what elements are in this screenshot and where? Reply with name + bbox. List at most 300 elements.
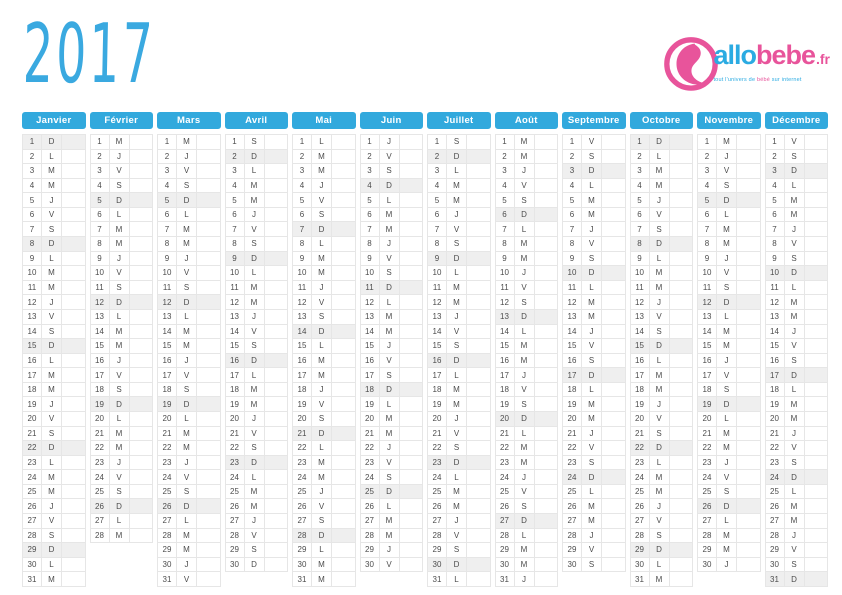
day-letter-cell: D xyxy=(716,499,736,513)
day-letter-cell: L xyxy=(514,222,534,236)
day-row xyxy=(765,281,829,296)
day-number-cell: 8 xyxy=(90,237,109,251)
day-number-cell: 27 xyxy=(360,514,379,528)
day-letter-cell: L xyxy=(311,135,331,149)
day-number-cell: 19 xyxy=(360,397,379,411)
day-letter-cell: D xyxy=(379,281,399,295)
day-notes-cell xyxy=(331,135,356,149)
day-number-cell: 13 xyxy=(292,310,311,324)
day-notes-cell xyxy=(601,368,626,382)
day-number-cell: 26 xyxy=(630,499,649,513)
day-number-cell: 13 xyxy=(157,310,176,324)
day-row xyxy=(495,266,559,281)
day-letter-cell: J xyxy=(716,252,736,266)
day-letter-cell: V xyxy=(514,383,534,397)
day-letter-cell: V xyxy=(244,222,264,236)
day-notes-cell xyxy=(466,295,491,309)
day-row xyxy=(427,572,491,587)
day-letter-cell: D xyxy=(446,456,466,470)
day-letter-cell: S xyxy=(581,150,601,164)
day-notes-cell xyxy=(804,456,829,470)
day-row xyxy=(630,252,694,267)
day-notes-cell xyxy=(466,164,491,178)
day-notes-cell xyxy=(736,237,761,251)
day-notes-cell xyxy=(466,237,491,251)
day-number-cell: 23 xyxy=(292,456,311,470)
day-notes-cell xyxy=(466,208,491,222)
day-letter-cell: J xyxy=(109,456,129,470)
day-number-cell: 27 xyxy=(427,514,446,528)
day-number-cell: 6 xyxy=(22,208,41,222)
day-letter-cell: V xyxy=(244,325,264,339)
day-number-cell: 1 xyxy=(562,135,581,149)
day-notes-cell xyxy=(264,281,289,295)
day-notes-cell xyxy=(61,499,86,513)
day-notes-cell xyxy=(129,456,154,470)
day-row xyxy=(765,543,829,558)
day-number-cell: 27 xyxy=(22,514,41,528)
day-letter-cell: M xyxy=(109,427,129,441)
day-letter-cell: J xyxy=(244,208,264,222)
day-notes-cell xyxy=(196,150,221,164)
day-notes-cell xyxy=(534,499,559,513)
day-row xyxy=(225,383,289,398)
day-letter-cell: D xyxy=(311,427,331,441)
day-notes-cell xyxy=(196,470,221,484)
day-letter-cell: D xyxy=(379,383,399,397)
day-number-cell: 24 xyxy=(360,470,379,484)
day-letter-cell: M xyxy=(176,135,196,149)
day-letter-cell: M xyxy=(649,281,669,295)
day-row xyxy=(22,266,86,281)
day-number-cell: 30 xyxy=(495,558,514,572)
day-letter-cell: D xyxy=(109,499,129,513)
day-row xyxy=(225,441,289,456)
day-notes-cell xyxy=(61,164,86,178)
day-row xyxy=(360,150,424,165)
day-number-cell: 15 xyxy=(22,339,41,353)
day-number-cell: 23 xyxy=(22,456,41,470)
day-number-cell: 23 xyxy=(630,456,649,470)
day-letter-cell: S xyxy=(41,325,61,339)
day-notes-cell xyxy=(736,514,761,528)
day-letter-cell: J xyxy=(716,558,736,572)
day-notes-cell xyxy=(264,252,289,266)
day-letter-cell: D xyxy=(379,485,399,499)
day-number-cell: 1 xyxy=(90,135,109,149)
day-row xyxy=(427,543,491,558)
day-row xyxy=(630,222,694,237)
day-letter-cell: V xyxy=(514,281,534,295)
day-row xyxy=(427,150,491,165)
day-number-cell: 25 xyxy=(630,485,649,499)
day-notes-cell xyxy=(669,325,694,339)
day-row xyxy=(697,412,761,427)
day-row xyxy=(697,135,761,150)
day-letter-cell: D xyxy=(176,295,196,309)
day-letter-cell: M xyxy=(311,456,331,470)
day-notes-cell xyxy=(196,310,221,324)
day-number-cell: 27 xyxy=(225,514,244,528)
day-row xyxy=(562,339,626,354)
day-notes-cell xyxy=(264,354,289,368)
day-notes-cell xyxy=(669,485,694,499)
day-letter-cell: M xyxy=(784,310,804,324)
day-notes-cell xyxy=(466,514,491,528)
day-row xyxy=(225,179,289,194)
day-notes-cell xyxy=(804,383,829,397)
day-letter-cell: S xyxy=(109,383,129,397)
day-notes-cell xyxy=(331,441,356,455)
day-letter-cell: J xyxy=(109,150,129,164)
day-letter-cell: D xyxy=(446,150,466,164)
day-letter-cell: V xyxy=(649,514,669,528)
day-letter-cell: D xyxy=(109,193,129,207)
day-letter-cell: S xyxy=(446,441,466,455)
day-letter-cell: V xyxy=(176,266,196,280)
day-letter-cell: S xyxy=(244,135,264,149)
day-letter-cell: M xyxy=(581,514,601,528)
day-row xyxy=(765,135,829,150)
day-row xyxy=(90,325,154,340)
day-letter-cell: S xyxy=(514,397,534,411)
day-letter-cell: S xyxy=(446,237,466,251)
day-number-cell: 8 xyxy=(765,237,784,251)
day-notes-cell xyxy=(534,208,559,222)
day-row xyxy=(292,572,356,587)
day-number-cell: 31 xyxy=(765,572,784,586)
day-row xyxy=(292,558,356,573)
day-letter-cell: M xyxy=(446,383,466,397)
day-number-cell: 28 xyxy=(562,529,581,543)
day-number-cell: 11 xyxy=(292,281,311,295)
day-row xyxy=(562,558,626,573)
day-letter-cell: L xyxy=(716,208,736,222)
day-row xyxy=(157,310,221,325)
month-day-rows xyxy=(157,134,221,587)
day-letter-cell: D xyxy=(176,397,196,411)
day-letter-cell: L xyxy=(649,558,669,572)
day-notes-cell xyxy=(466,339,491,353)
day-letter-cell: J xyxy=(581,325,601,339)
day-row xyxy=(90,470,154,485)
day-notes-cell xyxy=(196,281,221,295)
day-row xyxy=(292,456,356,471)
day-row xyxy=(90,485,154,500)
day-row xyxy=(157,441,221,456)
day-number-cell: 21 xyxy=(157,427,176,441)
day-number-cell: 26 xyxy=(225,499,244,513)
day-number-cell: 1 xyxy=(495,135,514,149)
day-letter-cell: J xyxy=(716,456,736,470)
day-row xyxy=(427,383,491,398)
day-number-cell: 5 xyxy=(22,193,41,207)
day-letter-cell: M xyxy=(41,572,61,586)
day-number-cell: 12 xyxy=(427,295,446,309)
day-letter-cell: D xyxy=(244,456,264,470)
day-number-cell: 11 xyxy=(765,281,784,295)
day-number-cell: 18 xyxy=(225,383,244,397)
day-row xyxy=(427,222,491,237)
day-notes-cell xyxy=(399,485,424,499)
day-letter-cell: V xyxy=(581,135,601,149)
day-number-cell: 9 xyxy=(22,252,41,266)
day-number-cell: 4 xyxy=(427,179,446,193)
day-notes-cell xyxy=(399,339,424,353)
day-letter-cell: M xyxy=(784,193,804,207)
day-number-cell: 22 xyxy=(427,441,446,455)
day-letter-cell: V xyxy=(176,368,196,382)
day-number-cell: 20 xyxy=(765,412,784,426)
day-letter-cell: M xyxy=(311,558,331,572)
day-notes-cell xyxy=(534,295,559,309)
day-row xyxy=(630,339,694,354)
day-row xyxy=(630,485,694,500)
day-number-cell: 28 xyxy=(697,529,716,543)
day-number-cell: 21 xyxy=(292,427,311,441)
day-number-cell: 14 xyxy=(427,325,446,339)
day-notes-cell xyxy=(196,295,221,309)
day-number-cell: 23 xyxy=(697,456,716,470)
day-number-cell: 31 xyxy=(630,572,649,586)
day-notes-cell xyxy=(534,164,559,178)
month-column-juillet xyxy=(427,112,491,587)
day-number-cell: 28 xyxy=(225,529,244,543)
day-number-cell: 14 xyxy=(495,325,514,339)
day-number-cell: 16 xyxy=(562,354,581,368)
day-row xyxy=(495,164,559,179)
day-notes-cell xyxy=(129,470,154,484)
day-notes-cell xyxy=(331,456,356,470)
day-letter-cell: M xyxy=(649,470,669,484)
day-letter-cell: D xyxy=(581,164,601,178)
day-letter-cell: M xyxy=(514,252,534,266)
day-notes-cell xyxy=(804,397,829,411)
day-letter-cell: J xyxy=(176,354,196,368)
day-row xyxy=(22,281,86,296)
day-letter-cell: V xyxy=(581,441,601,455)
day-number-cell: 12 xyxy=(360,295,379,309)
day-notes-cell xyxy=(399,456,424,470)
day-letter-cell: M xyxy=(784,397,804,411)
day-number-cell: 16 xyxy=(765,354,784,368)
month-header: Juin xyxy=(360,112,424,129)
day-notes-cell xyxy=(804,237,829,251)
day-row xyxy=(630,354,694,369)
day-number-cell: 25 xyxy=(697,485,716,499)
day-notes-cell xyxy=(264,237,289,251)
day-letter-cell: L xyxy=(649,252,669,266)
day-row xyxy=(495,368,559,383)
day-letter-cell: M xyxy=(109,339,129,353)
day-row xyxy=(22,499,86,514)
day-notes-cell xyxy=(331,237,356,251)
day-letter-cell: V xyxy=(446,325,466,339)
day-letter-cell: L xyxy=(716,412,736,426)
day-row xyxy=(225,485,289,500)
day-notes-cell xyxy=(264,485,289,499)
day-notes-cell xyxy=(736,281,761,295)
day-row xyxy=(697,470,761,485)
day-number-cell: 27 xyxy=(292,514,311,528)
day-letter-cell: M xyxy=(176,427,196,441)
day-notes-cell xyxy=(601,529,626,543)
day-number-cell: 10 xyxy=(765,266,784,280)
pregnant-woman-icon xyxy=(661,34,721,92)
day-number-cell: 10 xyxy=(22,266,41,280)
day-notes-cell xyxy=(331,412,356,426)
day-notes-cell xyxy=(669,237,694,251)
day-row xyxy=(292,514,356,529)
day-number-cell: 24 xyxy=(630,470,649,484)
day-row xyxy=(630,499,694,514)
day-letter-cell: S xyxy=(244,543,264,557)
day-number-cell: 11 xyxy=(630,281,649,295)
day-row xyxy=(630,368,694,383)
day-number-cell: 19 xyxy=(225,397,244,411)
day-notes-cell xyxy=(466,150,491,164)
month-header: Août xyxy=(495,112,559,129)
day-notes-cell xyxy=(804,558,829,572)
day-notes-cell xyxy=(196,179,221,193)
day-number-cell: 7 xyxy=(562,222,581,236)
brand-logo[interactable] xyxy=(661,34,830,92)
day-number-cell: 12 xyxy=(765,295,784,309)
day-notes-cell xyxy=(804,368,829,382)
day-notes-cell xyxy=(264,295,289,309)
day-notes-cell xyxy=(61,339,86,353)
day-row xyxy=(765,266,829,281)
day-letter-cell: M xyxy=(41,281,61,295)
day-notes-cell xyxy=(129,514,154,528)
day-notes-cell xyxy=(601,412,626,426)
day-notes-cell xyxy=(466,529,491,543)
day-row xyxy=(697,310,761,325)
day-row xyxy=(697,427,761,442)
day-row xyxy=(697,543,761,558)
day-letter-cell: M xyxy=(379,529,399,543)
day-number-cell: 25 xyxy=(90,485,109,499)
day-number-cell: 24 xyxy=(427,470,446,484)
day-letter-cell: V xyxy=(514,179,534,193)
day-letter-cell: D xyxy=(311,529,331,543)
day-notes-cell xyxy=(129,368,154,382)
day-letter-cell: L xyxy=(176,310,196,324)
day-number-cell: 13 xyxy=(765,310,784,324)
day-notes-cell xyxy=(601,135,626,149)
day-row xyxy=(157,499,221,514)
day-row xyxy=(360,164,424,179)
day-row xyxy=(157,456,221,471)
day-notes-cell xyxy=(129,164,154,178)
day-notes-cell xyxy=(804,310,829,324)
logo-text-allo: allo xyxy=(713,39,756,70)
day-letter-cell: D xyxy=(446,252,466,266)
day-number-cell: 17 xyxy=(697,368,716,382)
day-row xyxy=(697,383,761,398)
day-notes-cell xyxy=(534,529,559,543)
day-letter-cell: S xyxy=(446,543,466,557)
day-notes-cell xyxy=(804,281,829,295)
day-letter-cell: D xyxy=(176,499,196,513)
day-row xyxy=(427,427,491,442)
day-notes-cell xyxy=(129,150,154,164)
day-row xyxy=(562,266,626,281)
day-letter-cell: J xyxy=(649,193,669,207)
month-day-rows xyxy=(427,134,491,587)
day-number-cell: 22 xyxy=(90,441,109,455)
day-row xyxy=(360,135,424,150)
day-letter-cell: M xyxy=(514,339,534,353)
day-row xyxy=(697,397,761,412)
day-notes-cell xyxy=(669,456,694,470)
day-number-cell: 16 xyxy=(90,354,109,368)
day-letter-cell: M xyxy=(716,135,736,149)
day-row xyxy=(562,354,626,369)
day-row xyxy=(562,470,626,485)
month-header: Février xyxy=(90,112,154,129)
day-row xyxy=(765,427,829,442)
day-number-cell: 30 xyxy=(225,558,244,572)
day-notes-cell xyxy=(61,150,86,164)
day-number-cell: 28 xyxy=(630,529,649,543)
day-notes-cell xyxy=(601,310,626,324)
day-notes-cell xyxy=(669,427,694,441)
day-number-cell: 15 xyxy=(562,339,581,353)
day-notes-cell xyxy=(534,339,559,353)
day-row xyxy=(697,441,761,456)
day-notes-cell xyxy=(466,222,491,236)
month-column-octobre xyxy=(630,112,694,587)
day-number-cell: 10 xyxy=(562,266,581,280)
day-row xyxy=(225,208,289,223)
day-letter-cell: L xyxy=(784,281,804,295)
day-row xyxy=(292,470,356,485)
month-day-rows xyxy=(360,134,424,572)
day-row xyxy=(562,179,626,194)
day-letter-cell: M xyxy=(446,281,466,295)
day-number-cell: 19 xyxy=(697,397,716,411)
day-number-cell: 3 xyxy=(22,164,41,178)
day-row xyxy=(495,252,559,267)
day-notes-cell xyxy=(264,558,289,572)
day-row xyxy=(90,441,154,456)
day-row xyxy=(22,150,86,165)
day-number-cell: 10 xyxy=(630,266,649,280)
day-row xyxy=(292,179,356,194)
day-row xyxy=(225,514,289,529)
day-row xyxy=(90,499,154,514)
day-row xyxy=(495,427,559,442)
day-row xyxy=(225,295,289,310)
day-notes-cell xyxy=(669,193,694,207)
day-row xyxy=(360,252,424,267)
day-number-cell: 9 xyxy=(630,252,649,266)
day-number-cell: 21 xyxy=(360,427,379,441)
day-notes-cell xyxy=(534,456,559,470)
day-letter-cell: M xyxy=(41,266,61,280)
day-notes-cell xyxy=(534,354,559,368)
day-letter-cell: D xyxy=(514,208,534,222)
day-number-cell: 17 xyxy=(765,368,784,382)
day-row xyxy=(90,179,154,194)
month-day-rows xyxy=(765,134,829,587)
day-letter-cell: J xyxy=(784,222,804,236)
day-letter-cell: V xyxy=(176,572,196,586)
month-day-rows xyxy=(495,134,559,587)
day-number-cell: 20 xyxy=(495,412,514,426)
day-letter-cell: M xyxy=(244,397,264,411)
